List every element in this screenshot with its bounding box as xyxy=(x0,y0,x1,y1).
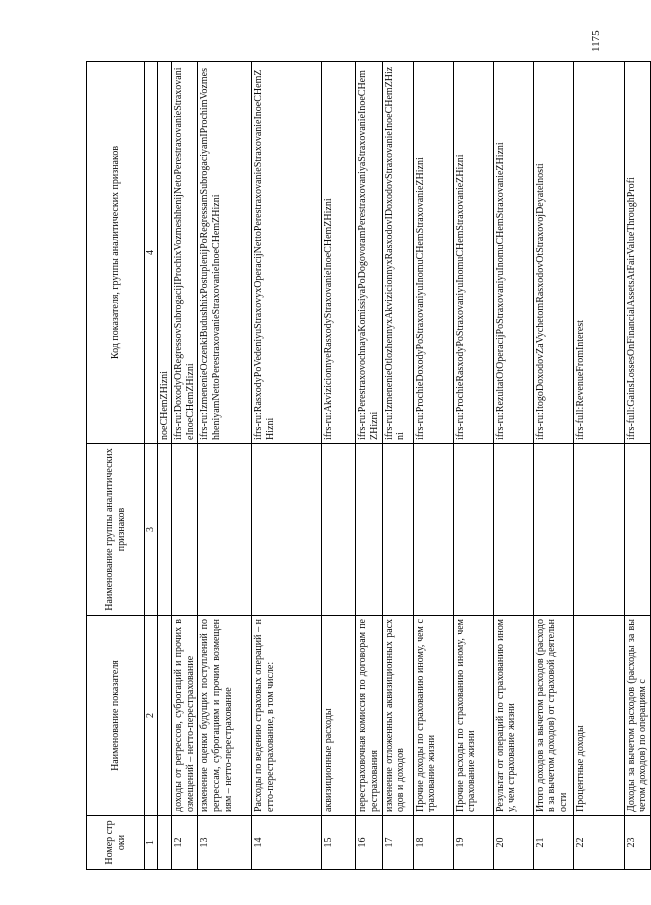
column-number: 1 xyxy=(145,816,158,870)
row-name: Прочие расходы по страхованию иному, чем страхование жизни xyxy=(453,616,493,816)
row-code: ifrs-ru:PerestraxovochnayaKomissiyaPoDogovoramPerestraxovaniyaStraxovanieInoeCHemZHizni xyxy=(356,62,382,444)
row-code: ifrs-ru:RezultatOtOperacijPoStraxovaniyuInomuCHemStraxovanieZHizni xyxy=(493,62,533,444)
row-name: доходы от регрессов, суброгаций и прочих возмещений – нетто-перестрахование xyxy=(172,616,198,816)
row-number: 14 xyxy=(252,816,322,870)
row-number: 15 xyxy=(322,816,356,870)
row-group xyxy=(382,444,413,616)
row-group xyxy=(533,444,573,616)
row-group xyxy=(172,444,198,616)
table-row xyxy=(198,62,252,870)
row-code: ifrs-ru:ItogoDoxodovZaVychetomRasxodovOtStraxovojDeyatelnosti xyxy=(533,62,573,444)
row-group xyxy=(573,444,624,616)
row-group xyxy=(157,444,172,616)
row-group xyxy=(453,444,493,616)
rotated-table-wrapper xyxy=(86,62,649,870)
header-code: Код показателя, группы аналитических признаков xyxy=(87,62,145,444)
row-number: 20 xyxy=(493,816,533,870)
row-number: 13 xyxy=(198,816,252,870)
row-number: 22 xyxy=(573,816,624,870)
header-num: Номер строки xyxy=(87,816,145,870)
table-row xyxy=(382,62,413,870)
row-name: Итого доходов за вычетом расходов (расходов за вычетом доходов) от страховой деятельности xyxy=(533,616,573,816)
table-row xyxy=(493,62,533,870)
row-group xyxy=(252,444,322,616)
row-name: Процентные доходы xyxy=(573,616,624,816)
header-group: Наименование группы аналитических признаков xyxy=(87,444,145,616)
column-number: 4 xyxy=(145,62,158,444)
row-code: ifrs-ru:RasxodyPoVedeniyuStraxovyxOperacijNettoPerestraxovanieStraxovanieInoeCHemZHizni xyxy=(252,62,322,444)
row-code: ifrs-ru:IzmenenieOtlozhennyxAkvizicionnyxRasxodovIDoxodovStraxovanieInoeCHemZHizni xyxy=(382,62,413,444)
row-number: 21 xyxy=(533,816,573,870)
row-code: ifrs-full:RevenueFromInterest xyxy=(573,62,624,444)
indicator-table xyxy=(86,61,651,870)
table-row xyxy=(356,62,382,870)
column-number: 3 xyxy=(145,444,158,616)
row-number: 17 xyxy=(382,816,413,870)
row-name: изменение отложенных аквизиционных расходов и доходов xyxy=(382,616,413,816)
row-name: Расходы по ведению страховых операций – нетто-перестрахование, в том числе: xyxy=(252,616,322,816)
page-number: 1175 xyxy=(590,30,602,52)
row-name: Доходы за вычетом расходов (расходы за вычетом доходов) по операциям с xyxy=(624,616,650,816)
table-row xyxy=(453,62,493,870)
row-name xyxy=(157,616,172,816)
continuation-row xyxy=(157,62,172,870)
header-row xyxy=(87,62,145,870)
row-group xyxy=(322,444,356,616)
header-name: Наименование показателя xyxy=(87,616,145,816)
row-number: 16 xyxy=(356,816,382,870)
column-number: 2 xyxy=(145,616,158,816)
row-code: ifrs-ru:AkvizicionnyeRasxodyStraxovanieInoeCHemZHizni xyxy=(322,62,356,444)
row-name: Прочие доходы по страхованию иному, чем страхование жизни xyxy=(413,616,453,816)
row-group xyxy=(493,444,533,616)
row-code: ifrs-ru:IzmenenieOczenkiBudushhixPostuplenijPoRegressamSubrogaciyamIProchimVozmeshheniyamNettoPerestraxovanieStraxovanieInoeCHemZHizni xyxy=(198,62,252,444)
row-code: ifrs-ru:ProchieDoxodyPoStraxovaniyuInomuCHemStraxovanieZHizni xyxy=(413,62,453,444)
table-row xyxy=(172,62,198,870)
row-number: 18 xyxy=(413,816,453,870)
column-number-row xyxy=(145,62,158,870)
row-number: 12 xyxy=(172,816,198,870)
table-row xyxy=(252,62,322,870)
row-group xyxy=(624,444,650,616)
row-code: ifrs-ru:ProchieRasxodyPoStraxovaniyuInomuCHemStraxovanieZHizni xyxy=(453,62,493,444)
row-group xyxy=(356,444,382,616)
table-row xyxy=(533,62,573,870)
row-name: перестраховочная комиссия по договорам перестрахования xyxy=(356,616,382,816)
row-name: аквизиционные расходы xyxy=(322,616,356,816)
row-number: 19 xyxy=(453,816,493,870)
row-number xyxy=(157,816,172,870)
row-code: ifrs-full:GainsLossesOnFinancialAssetsAtFairValueThroughProfi xyxy=(624,62,650,444)
row-group xyxy=(198,444,252,616)
row-name: Результат от операций по страхованию иному, чем страхование жизни xyxy=(493,616,533,816)
row-name: изменение оценки будущих поступлений по регрессам, суброгациям и прочим возмещениям – нетто-перестрахование xyxy=(198,616,252,816)
row-group xyxy=(413,444,453,616)
table-row xyxy=(413,62,453,870)
row-number: 23 xyxy=(624,816,650,870)
table-row xyxy=(624,62,650,870)
row-code: ifrs-ru:DoxodyOtRegressovSubrogacijIProchixVozmeshhenijNetoPerestraxovanieStraxovanieInoeCHemZHizni xyxy=(172,62,198,444)
row-code: noeCHemZHizni xyxy=(157,62,172,444)
table-row xyxy=(573,62,624,870)
table-row xyxy=(322,62,356,870)
